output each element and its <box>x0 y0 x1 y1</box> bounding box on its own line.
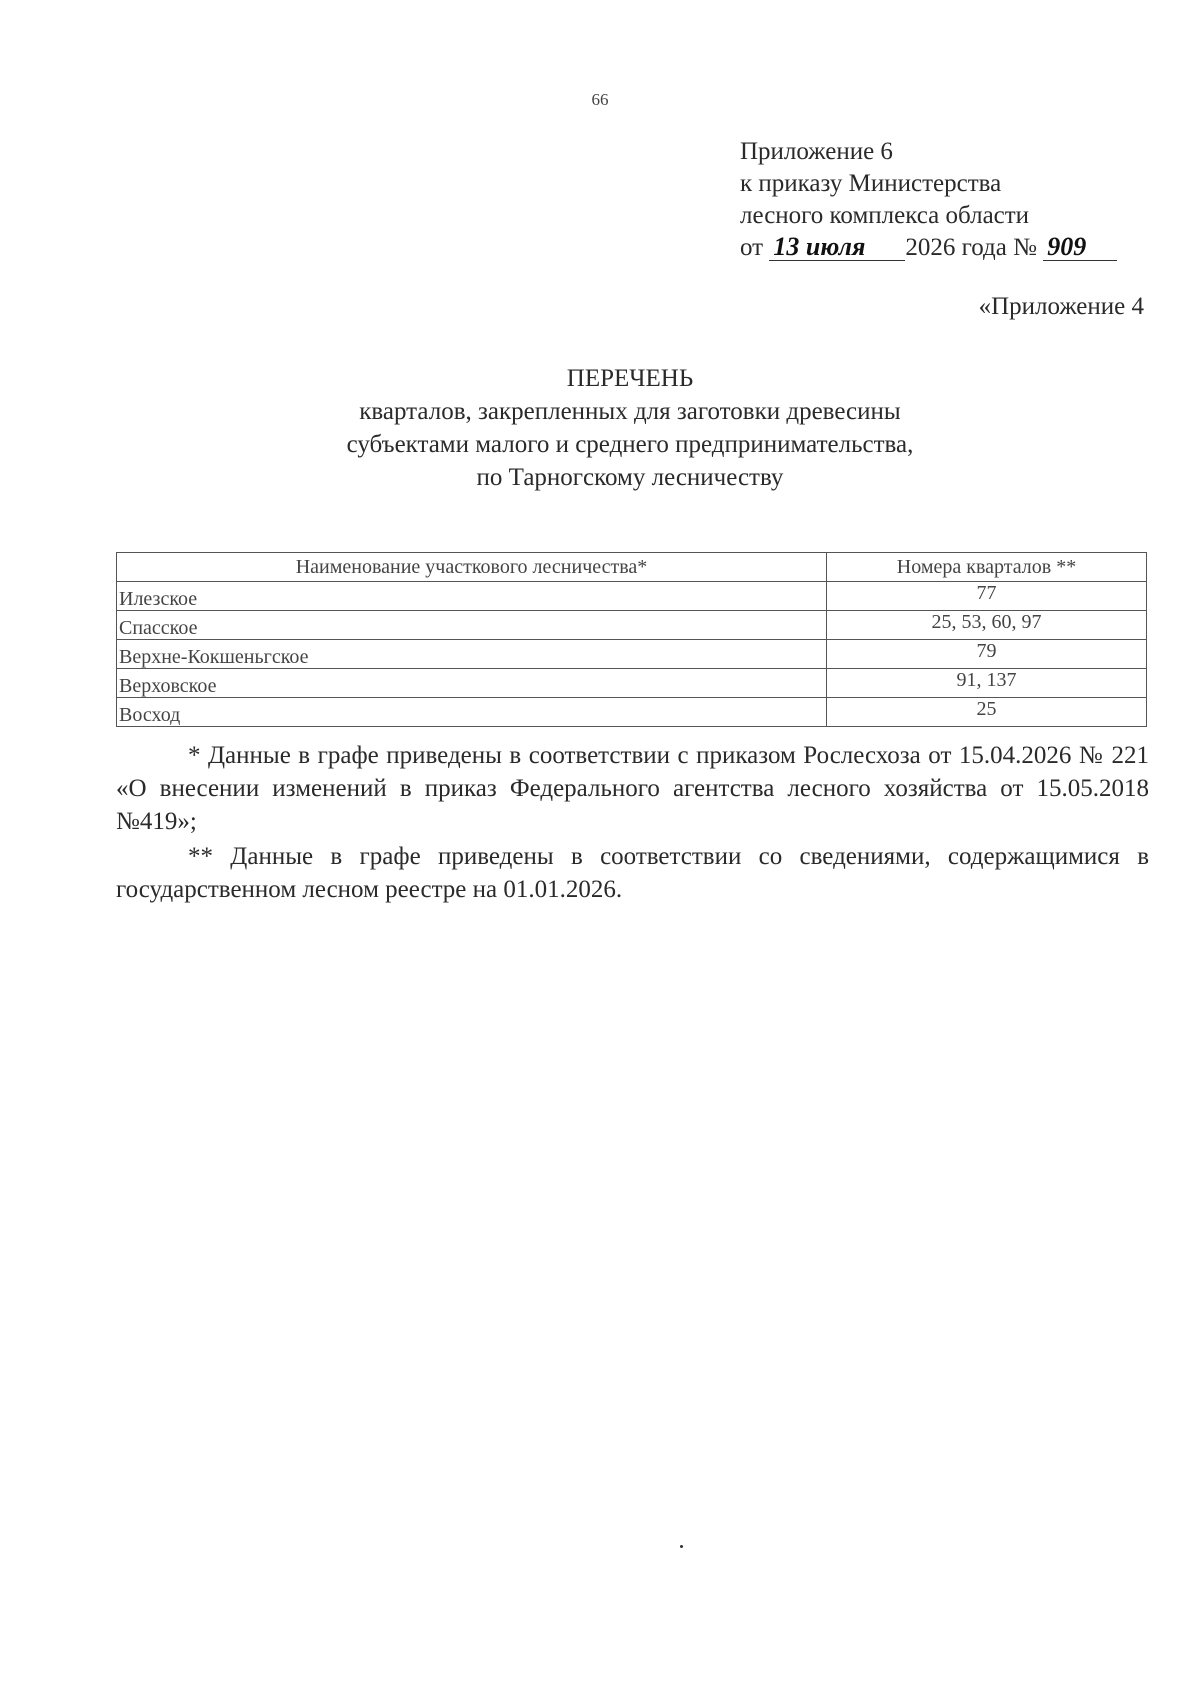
appendix-line-3: лесного комплекса области <box>740 202 1030 229</box>
quarter-numbers: 79 <box>827 640 1147 669</box>
footnote-2: ** Данные в графе приведены в соответствии со сведениями, содержащимися в государственном лесном реестре на 01.01.2026. <box>116 843 1149 903</box>
appendix-date-line <box>740 232 1170 264</box>
forestry-name: Восход <box>117 698 827 727</box>
table-row <box>117 582 1147 611</box>
title-line-2: субъектами малого и среднего предпринимательства, <box>346 431 914 458</box>
table-row <box>117 698 1147 727</box>
quarter-numbers: 91, 137 <box>827 669 1147 698</box>
handwritten-number: 909 <box>1043 234 1117 261</box>
header-forestry-name: Наименование участкового лесничества* <box>117 553 827 582</box>
forestry-name: Спасское <box>117 611 827 640</box>
quarters-table <box>116 552 1147 727</box>
page-number: 66 <box>591 90 609 109</box>
handwritten-date: 13 июля <box>769 234 905 261</box>
quarter-numbers: 77 <box>827 582 1147 611</box>
scan-speck <box>680 1545 683 1548</box>
appendix-header <box>740 136 1170 264</box>
appendix-line-1: Приложение 6 <box>740 138 893 165</box>
year-text: 2026 года № <box>905 234 1037 261</box>
forestry-name: Верховское <box>117 669 827 698</box>
table-row <box>117 640 1147 669</box>
footnotes <box>116 739 1149 906</box>
forestry-name: Илезское <box>117 582 827 611</box>
table-header-row <box>117 553 1147 582</box>
quarter-numbers: 25 <box>827 698 1147 727</box>
appendix-line-2: к приказу Министерства <box>740 170 1002 197</box>
header-quarter-numbers: Номера кварталов ** <box>827 553 1147 582</box>
appendix-reference: «Приложение 4 <box>978 293 1144 320</box>
document-title <box>0 362 1200 494</box>
title-line-1: кварталов, закрепленных для заготовки древесины <box>359 398 901 425</box>
footnote-1: * Данные в графе приведены в соответствии с приказом Рослесхоза от 15.04.2026 № 221 «О внесении изменений в приказ Федерального агентства лесного хозяйства от 15.05.2018 №419»; <box>116 742 1149 835</box>
title-line-3: по Тарногскому лесничеству <box>476 464 784 491</box>
quarter-numbers: 25, 53, 60, 97 <box>827 611 1147 640</box>
forestry-name: Верхне-Кокшеньгское <box>117 640 827 669</box>
title-heading: ПЕРЕЧЕНЬ <box>566 365 694 392</box>
table-row <box>117 611 1147 640</box>
table-row <box>117 669 1147 698</box>
date-prefix: от <box>740 234 764 261</box>
